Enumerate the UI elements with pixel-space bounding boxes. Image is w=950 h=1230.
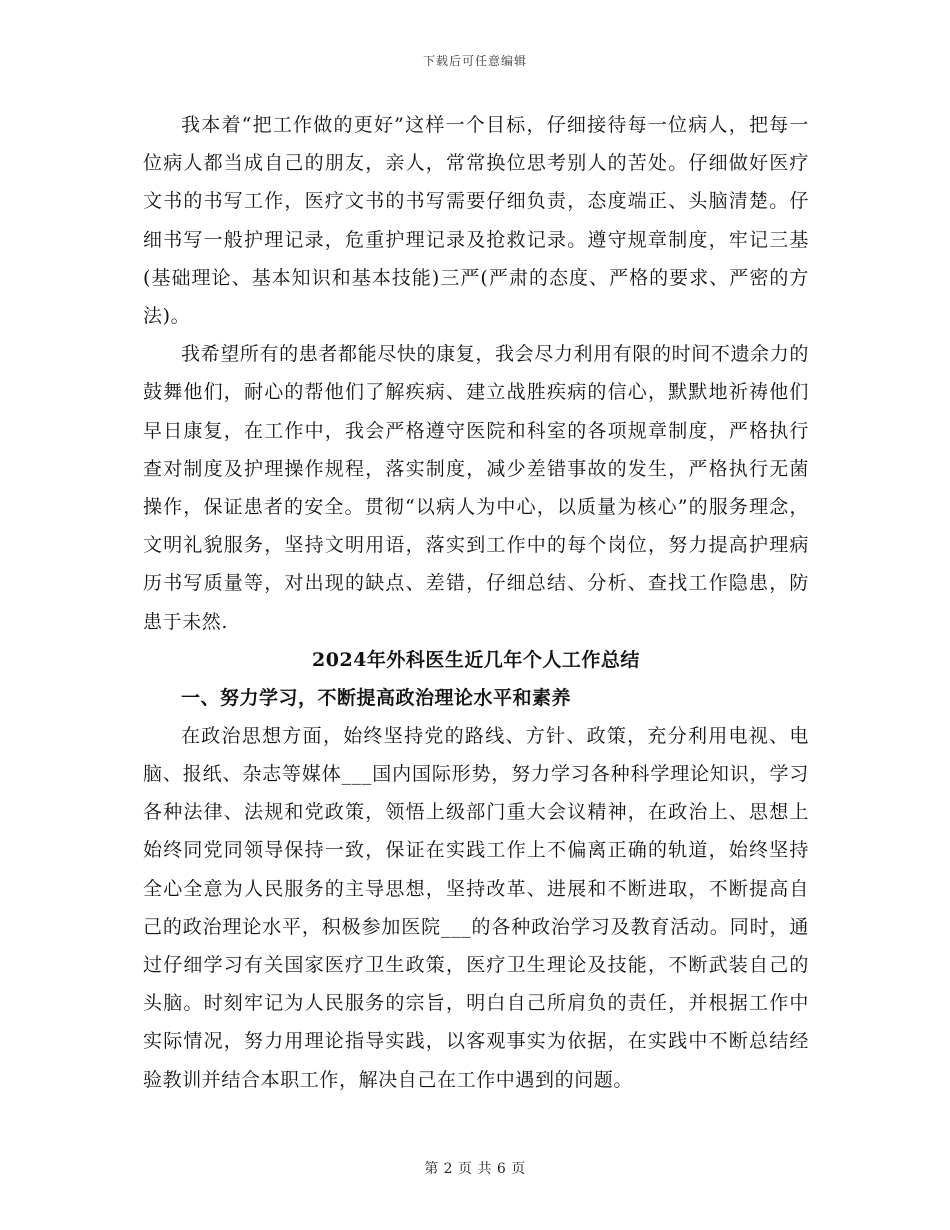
- document-body: [143, 106, 809, 1099]
- section-title: 2024年外科医生近几年个人工作总结: [312, 648, 640, 671]
- body-paragraph-3: 在政治思想方面，始终坚持党的路线、方针、政策，充分利用电视、电脑、报纸、杂志等媒体___国内国际形势，努力学习各种科学理论知识，学习各种法律、法规和党政策，领悟上级部门重大会议精神，在政治上、思想上始终同党同领导保持一致，保证在实践工作上不偏离正确的轨道，始终坚持全心全意为人民服务的主导思想，坚持改革、进展和不断进取，不断提高自己的政治理论水平，积极参加医院___的各种政治学习及教育活动。同时，通过仔细学习有关国家医疗卫生政策，医疗卫生理论及技能，不断武装自己的头脑。时刻牢记为人民服务的宗旨，明白自己所肩负的责任，并根据工作中实际情况，努力用理论指导实践，以客观事实为依据，在实践中不断总结经验教训并结合本职工作，解决自己在工作中遇到的问题。: [143, 724, 809, 1091]
- body-paragraph-2: 我希望所有的患者都能尽快的康复，我会尽力利用有限的时间不遗余力的鼓舞他们，耐心的帮他们了解疾病、建立战胜疾病的信心，默默地祈祷他们早日康复，在工作中，我会严格遵守医院和科室的各项规章制度，严格执行查对制度及护理操作规程，落实制度，减少差错事故的发生，严格执行无菌操作，保证患者的安全。贯彻“以病人为中心，以质量为核心”的服务理念，文明礼貌服务，坚持文明用语，落实到工作中的每个岗位，努力提高护理病历书写质量等，对出现的缺点、差错，仔细总结、分析、查找工作隐患，防患于未然.: [143, 343, 809, 633]
- subheading-1: 一、努力学习，不断提高政治理论水平和素养: [181, 686, 572, 709]
- header-note: 下载后可任意编辑: [422, 54, 527, 68]
- body-paragraph-1: 我本着“把工作做的更好”这样一个目标，仔细接待每一位病人，把每一位病人都当成自己的朋友，亲人，常常换位思考别人的苦处。仔细做好医疗文书的书写工作，医疗文书的书写需要仔细负责，态度端正、头脑清楚。仔细书写一般护理记录，危重护理记录及抢救记录。遵守规章制度，牢记三基(基础理论、基本知识和基本技能)三严(严肃的态度、严格的要求、严密的方法)。: [143, 114, 809, 328]
- page-footer: 第 2 页 共 6 页: [424, 1161, 526, 1177]
